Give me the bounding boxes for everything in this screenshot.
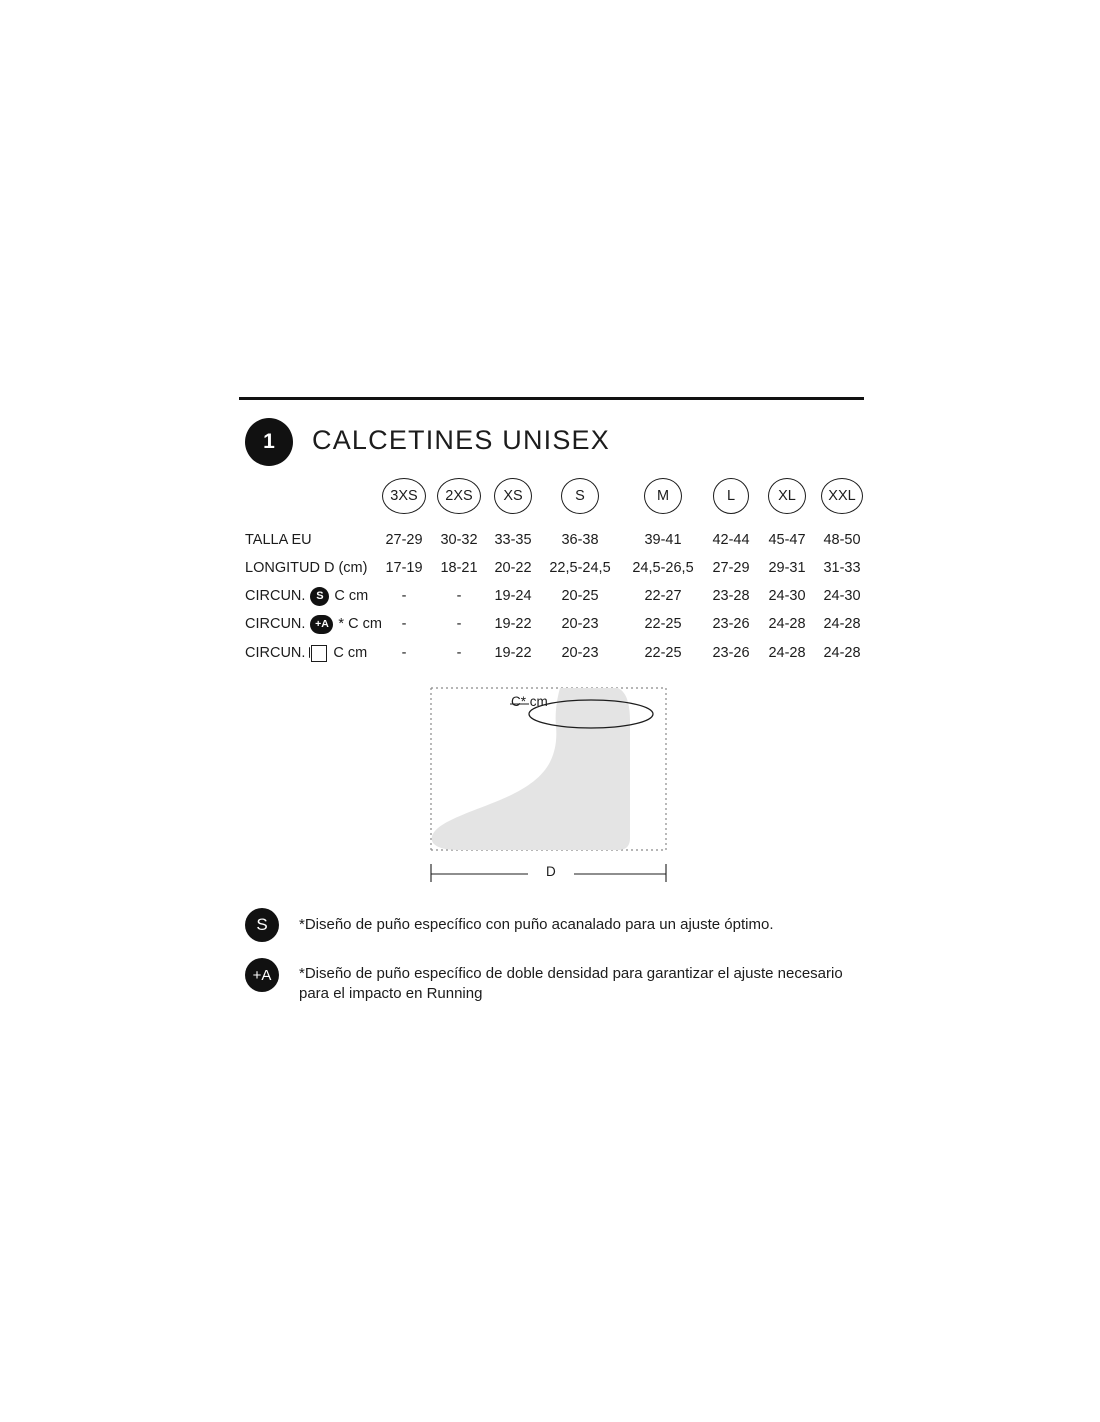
table-cell: 27-29 [712,560,750,576]
row-label-circun-s [245,586,368,606]
table-cell: - [456,588,462,604]
size-chip-3xs: 3XS [382,478,426,514]
row-label-suffix: * C cm [338,616,382,632]
measurement-diagram [428,682,673,887]
table-cell: 24-28 [823,645,861,661]
table-cell: 24-30 [823,588,861,604]
table-cell: 33-35 [494,532,532,548]
cuff-s-badge-icon: S [310,587,329,606]
table-cell: 22-27 [644,588,682,604]
row-label-prefix: CIRCUN. [245,588,306,604]
table-cell: 31-33 [823,560,861,576]
row-label-circun-plus-a [245,614,382,634]
table-cell: 17-19 [385,560,423,576]
header-divider [239,397,864,400]
foot-silhouette-icon [432,688,630,850]
circumference-label: C* cm [511,694,548,709]
row-label-longitud-d: LONGITUD D (cm) [245,560,368,576]
standard-cuff-icon [310,645,326,662]
footnote-text-plus-a: *Diseño de puño específico de doble densidad para garantizar el ajuste necesario para el impacto en Running [299,965,843,1003]
footnote-badge-s: S [245,908,279,942]
row-label-circun-standard-cuff [245,643,367,663]
table-cell: 22-25 [644,645,682,661]
table-cell: 20-23 [561,645,599,661]
table-cell: 22-25 [644,616,682,632]
length-label: D [546,864,556,879]
row-label-suffix: C cm [333,645,368,661]
table-cell: 30-32 [440,532,478,548]
table-cell: - [456,616,462,632]
size-chip-xl: XL [768,478,806,514]
table-cell: 22,5-24,5 [549,560,611,576]
table-cell: 19-22 [494,616,532,632]
section-number-badge: 1 [245,418,293,466]
row-label-suffix: C cm [334,588,369,604]
table-cell: 45-47 [768,532,806,548]
table-cell: 23-28 [712,588,750,604]
cuff-plus-a-badge-icon: +A [310,615,333,634]
table-cell: 20-23 [561,616,599,632]
table-cell: 24,5-26,5 [632,560,694,576]
table-cell: 36-38 [561,532,599,548]
table-cell: 20-25 [561,588,599,604]
table-cell: 27-29 [385,532,423,548]
table-cell: 48-50 [823,532,861,548]
table-cell: 29-31 [768,560,806,576]
size-chip-xs: XS [494,478,532,514]
size-chip-s: S [561,478,599,514]
size-chip-2xs: 2XS [437,478,481,514]
footnote-badge-plus-a: +A [245,958,279,992]
table-cell: 39-41 [644,532,682,548]
table-cell: 18-21 [440,560,478,576]
table-cell: - [401,645,407,661]
table-cell: 24-28 [768,645,806,661]
table-cell: 19-24 [494,588,532,604]
row-label-talla-eu: TALLA EU [245,532,312,548]
row-label-prefix: CIRCUN. [245,645,306,661]
size-chip-m: M [644,478,682,514]
table-cell: 24-30 [768,588,806,604]
table-cell: 23-26 [712,616,750,632]
table-cell: 20-22 [494,560,532,576]
table-cell: - [401,616,407,632]
page-title: CALCETINES UNISEX [312,425,610,455]
table-cell: - [401,588,407,604]
table-cell: - [456,645,462,661]
footnote-text-s: *Diseño de puño específico con puño acanalado para un ajuste óptimo. [299,916,774,933]
table-cell: 24-28 [768,616,806,632]
table-cell: 24-28 [823,616,861,632]
size-chip-l: L [713,478,749,514]
table-cell: 19-22 [494,645,532,661]
size-chip-xxl: XXL [821,478,863,514]
table-cell: 23-26 [712,645,750,661]
table-cell: 42-44 [712,532,750,548]
row-label-prefix: CIRCUN. [245,616,306,632]
